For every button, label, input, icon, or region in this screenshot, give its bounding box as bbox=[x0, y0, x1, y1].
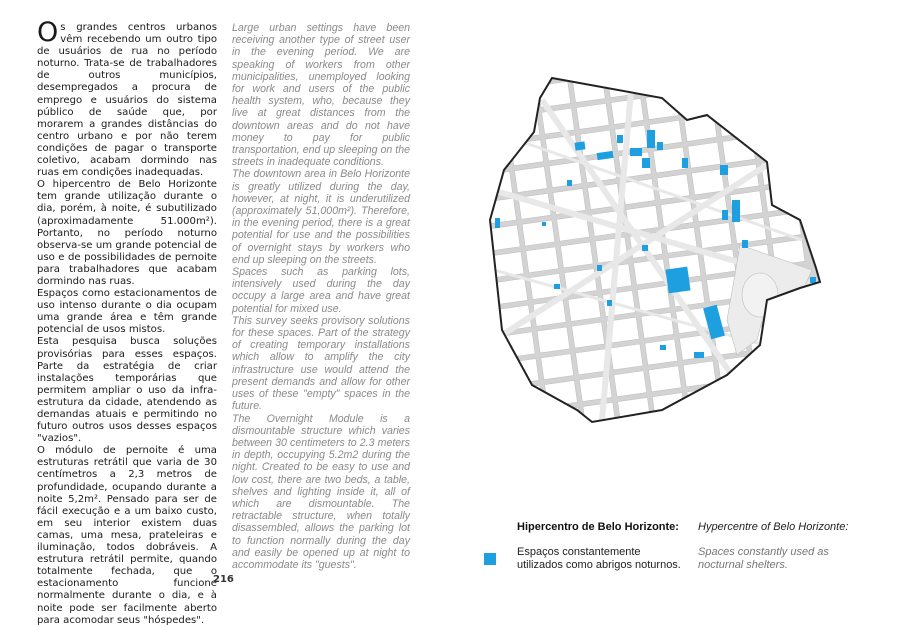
english-text-column bbox=[232, 22, 410, 571]
portuguese-text-column bbox=[37, 17, 217, 627]
pt-paragraph-1-text: s grandes centros urbanos vêm recebendo um outro tipo de usuários de rua no período noturno. Trata-se de trabalhadores de outros municípios, desempregados a procura de emprego e usuários do sistema público de saúde que, por morarem a grandes distâncias do centro urbano e por não terem condições de pagar o transporte coletivo, acabam dormindo nas ruas em condições inadequadas. bbox=[37, 22, 217, 179]
en-paragraph-2: The downtown area in Belo Horizonte is greatly utilized during the day, however, at night, it is underutilized (approximately 51,000m²). Therefore, in the evening period, there is a great potential for use and the possibilities of overnight stays by workers who end up sleeping on the streets. bbox=[232, 168, 410, 266]
pt-paragraph-3: Espaços como estacionamentos de uso intenso durante o dia ocupam uma grande área e têm grande potencial de usos mistos. bbox=[37, 288, 217, 336]
pt-paragraph-4: Esta pesquisa busca soluções provisórias para esses espaços. Parte da estratégia de criar instalações temporárias que permitem ampliar o uso da infra-estrutura da cidade, atendendo as demandas atuais e permitindo no futuro outros usos desses espaços "vazios". bbox=[37, 336, 217, 445]
legend-swatch bbox=[484, 553, 496, 565]
drop-cap: O bbox=[37, 17, 59, 48]
en-paragraph-3: Spaces such as parking lots, intensively used during the day occupy a large area and have great potential for mixed use. bbox=[232, 266, 410, 315]
legend-item-pt: Espaços constantemente utilizados como abrigos noturnos. bbox=[517, 546, 681, 571]
pt-paragraph-5: O módulo de pernoite é uma estruturas retrátil que varia de 30 centímetros a 2,3 metros de profundidade, ocupando durante a noite 5,2m². Pensado para ser de fácil execução e a um baixo custo, em seu interior existem duas camas, uma mesa, prateleiras e iluminação, todos dobráveis. A estrutura retrátil permite, quando totalmente fechada, que o estacionamento funcione normalmente durante o dia, e à noite pode ser facilmente aberto para acomodar seus "hóspedes". bbox=[37, 445, 217, 626]
page-number: 216 bbox=[213, 574, 234, 585]
legend-title-pt: Hipercentro de Belo Horizonte: bbox=[517, 521, 679, 533]
en-paragraph-5: The Overnight Module is a dismountable structure which varies between 30 centimeters to 2.3 meters in depth, occupying 5.2m2 during the night. Created to be easy to use and low cost, there are two beds, a table, shelves and lighting inside it, all of which are dismountable. The retractable structure, when totally disassembled, allows the parking lot to function normally during the day and easily be opened up at night to accommodate its "guests". bbox=[232, 412, 410, 571]
en-paragraph-1: Large urban settings have been receiving another type of street user in the evening period. We are speaking of workers from other municipalities, unemployed looking for work and users of the public health system, who, because they live at great distances from the downtown areas and do not have money to pay for public transportation, end up sleeping on the streets in inadequate conditions. bbox=[232, 22, 410, 169]
hypercentre-map bbox=[482, 70, 842, 430]
legend-item-en: Spaces constantly used as nocturnal shelters. bbox=[698, 546, 829, 571]
pt-paragraph-2: O hipercentro de Belo Horizonte tem grande utilização durante o dia, porém, à noite, é subutilizado (aproximadamente 51.000m²). Portanto, no período noturno observa-se um grande potencial de uso e de possibilidades de pernoite para trabalhadores que acabam dormindo nas ruas. bbox=[37, 179, 217, 287]
en-paragraph-4: This survey seeks provisory solutions for these spaces. Part of the strategy of creating temporary installations which allow to amplify the city infrastructure use would attend the present demands and allow for other uses of these "empty" spaces in the future. bbox=[232, 314, 410, 413]
legend-title-en: Hypercentre of Belo Horizonte: bbox=[698, 521, 849, 533]
pt-paragraph-1 bbox=[37, 17, 217, 179]
